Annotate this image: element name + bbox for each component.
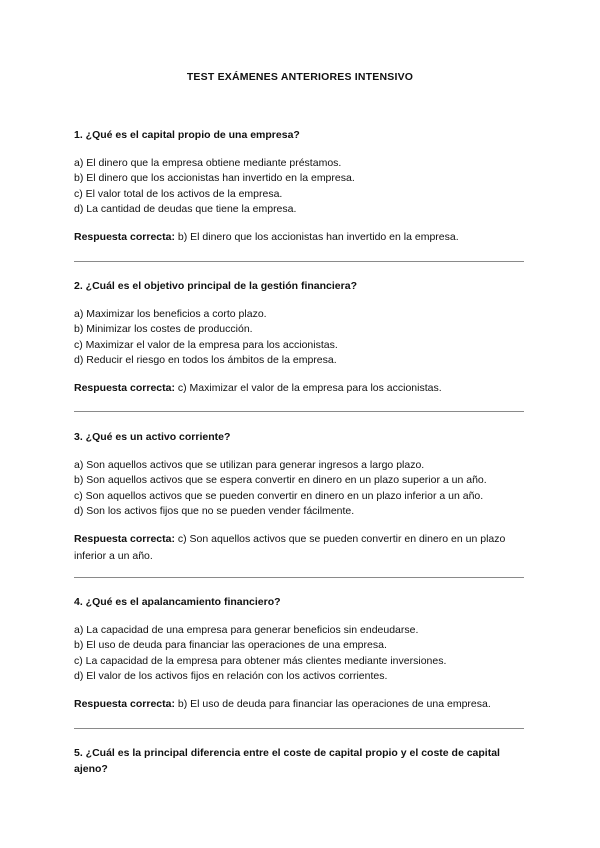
option-d: d) La cantidad de deudas que tiene la empresa. xyxy=(74,202,297,215)
options-list xyxy=(74,307,526,368)
question-block-3 xyxy=(74,429,526,565)
option-b: b) El uso de deuda para financiar las operaciones de una empresa. xyxy=(74,639,387,652)
option-c: c) Maximizar el valor de la empresa para los accionistas. xyxy=(74,338,338,351)
option-b: b) El dinero que los accionistas han invertido en la empresa. xyxy=(74,172,355,185)
question-block-5 xyxy=(74,745,526,790)
question-heading: 4. ¿Qué es el apalancamiento financiero? xyxy=(74,596,281,608)
answer-text: c) Son aquellos activos que se pueden convertir en dinero en un plazo inferior a un año. xyxy=(74,533,506,563)
option-d: d) El valor de los activos fijos en relación con los activos corrientes. xyxy=(74,669,388,682)
divider xyxy=(74,577,524,578)
option-b: b) Son aquellos activos que se espera convertir en dinero en un plazo superior a un año. xyxy=(74,474,487,487)
answer-text: b) El uso de deuda para financiar las operaciones de una empresa. xyxy=(177,698,491,711)
question-block-1 xyxy=(74,127,526,246)
question-block-2 xyxy=(74,278,526,397)
correct-answer xyxy=(74,380,526,397)
option-a: a) El dinero que la empresa obtiene mediante préstamos. xyxy=(74,157,342,169)
option-d: d) Reducir el riesgo en todos los ámbitos de la empresa. xyxy=(74,353,337,366)
answer-label: Respuesta correcta: xyxy=(74,231,175,244)
option-c: c) Son aquellos activos que se pueden convertir en dinero en un plazo inferior a un año. xyxy=(74,489,484,502)
correct-answer xyxy=(74,531,526,565)
options-list xyxy=(74,458,526,519)
option-a: a) Maximizar los beneficios a corto plazo. xyxy=(74,308,267,320)
question-heading: 1. ¿Qué es el capital propio de una empresa? xyxy=(74,129,300,141)
document-title: TEST EXÁMENES ANTERIORES INTENSIVO xyxy=(186,71,414,83)
question-heading: 3. ¿Qué es un activo corriente? xyxy=(74,431,231,443)
answer-label: Respuesta correcta: xyxy=(74,533,175,546)
answer-text: c) Maximizar el valor de la empresa para los accionistas. xyxy=(177,382,442,395)
option-b: b) Minimizar los costes de producción. xyxy=(74,323,253,336)
answer-label: Respuesta correcta: xyxy=(74,698,175,711)
correct-answer xyxy=(74,696,526,713)
question-block-4 xyxy=(74,594,526,713)
correct-answer xyxy=(74,229,526,246)
divider xyxy=(74,728,524,729)
option-d: d) Son los activos fijos que no se pueden vender fácilmente. xyxy=(74,504,355,517)
divider xyxy=(74,411,524,412)
option-c: c) El valor total de los activos de la empresa. xyxy=(74,187,283,200)
option-c: c) La capacidad de la empresa para obtener más clientes mediante inversiones. xyxy=(74,654,447,667)
option-a: a) La capacidad de una empresa para generar beneficios sin endeudarse. xyxy=(74,624,419,636)
answer-text: b) El dinero que los accionistas han invertido en la empresa. xyxy=(177,231,459,244)
options-list xyxy=(74,623,526,684)
options-list xyxy=(74,156,526,217)
answer-label: Respuesta correcta: xyxy=(74,382,175,395)
question-heading: 2. ¿Cuál es el objetivo principal de la gestión financiera? xyxy=(74,280,357,292)
divider xyxy=(74,261,524,262)
question-heading: 5. ¿Cuál es la principal diferencia entre el coste de capital propio y el coste de capital ajeno? xyxy=(74,747,500,775)
option-a: a) Son aquellos activos que se utilizan para generar ingresos a largo plazo. xyxy=(74,459,425,471)
